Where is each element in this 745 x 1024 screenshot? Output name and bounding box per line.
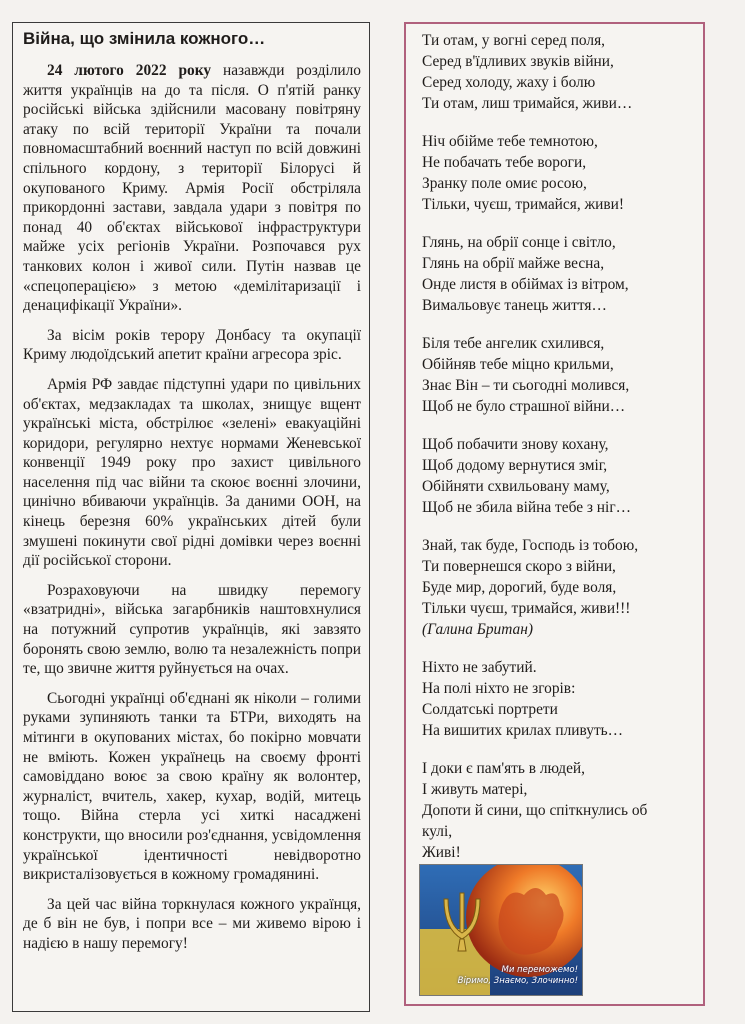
poem-galyna-brytan bbox=[422, 30, 697, 640]
poem-line: Ти повернешся скоро з війни, bbox=[422, 558, 616, 575]
poem-line: кулі, bbox=[422, 823, 453, 840]
poem-line: І живуть матері, bbox=[422, 781, 528, 798]
poem-line: Знає Він – ти сьогодні молився, bbox=[422, 377, 630, 394]
poem-line: Тільки чуєш, тримайся, живи!!! bbox=[422, 600, 631, 617]
poem-line: Щоб додому вернутися зміг, bbox=[422, 457, 608, 474]
poem-line: Онде листя в обіймах із вітром, bbox=[422, 276, 629, 293]
poem-stanza bbox=[422, 535, 697, 640]
poem-line: Зранку поле омиє росою, bbox=[422, 175, 587, 192]
poem-line: Серед холоду, жаху і болю bbox=[422, 74, 596, 91]
poems-box bbox=[404, 22, 705, 1006]
poem-line: Знай, так буде, Господь із тобою, bbox=[422, 537, 639, 554]
poster-slogan-line1: Ми переможемо! bbox=[501, 965, 578, 975]
poem-author: (Галина Британ) bbox=[422, 621, 534, 638]
poem-stanza bbox=[422, 657, 697, 741]
poem-line: Щоб не було страшної війни… bbox=[422, 398, 626, 415]
poem-stanza bbox=[422, 30, 697, 114]
victory-poster bbox=[419, 864, 583, 996]
poem-stanza bbox=[422, 131, 697, 215]
poem-stanza bbox=[422, 232, 697, 316]
poem-line: Глянь на обрії майже весна, bbox=[422, 255, 605, 272]
article-intro-text: назавжди розділило життя українців на до та після. О п'ятій ранку російські війська здійснили масовану повітряну атаку по всій території України та почали повномасштабний воєнний наступ по всій довжині спільного кордону, з території Білорусі й окупованого Криму. Армія Росії обстріляла прикордонні застави, завдала удари з повітря по понад 40 об'єктах військової інфраструктури майже усіх регіонів України. Розпочався рух танкових колон і живої сили. Путін назвав це «спецоперацією» з метою «демілітаризації і денацифікації України». bbox=[23, 62, 361, 315]
article-paragraph: Сьогодні українці об'єднані як ніколи – голими руками зупиняють танки та БТРи, виходять на мітинги в окупованих містах, бо покірно мовчати не вміють. Кожен українець на своєму фронті самовіддано воює за свою країну як волонтер, журналіст, вчитель, хакер, кухар, водій, митець тощо. Війна стерла усі хиткі насаджені конструкти, що вносили роз'єднання, усвідомлення української ідентичності невідворотно викристалізовується в кожному громадянині. bbox=[23, 689, 361, 884]
poem-line: Живі! bbox=[422, 844, 461, 861]
poem-line: Солдатські портрети bbox=[422, 701, 558, 718]
poem-line: Обійняв тебе міцно крильми, bbox=[422, 356, 614, 373]
poem-line: Ти отам, лиш тримайся, живи… bbox=[422, 95, 633, 112]
article-paragraph: Армія РФ завдає підступні удари по цивільних об'єктах, медзакладах та школах, знищує вщент українські міста, обстрілює «зелені» евакуаційні коридори, регулярно нехтує нормами Женевської конвенції 1949 року про захист цивільного населення під час війни та скоює воєнні злочини, цинічно вбиваючи українців. За даними ООН, на кінець березня 60% українських дітей були змушені покинути свої рідні домівки через воєнні дії російської сторони. bbox=[23, 375, 361, 570]
article-paragraph: Розраховуючи на швидку перемогу «взатридні», війська загарбників наштовхнулися на потужний супротив українців, які завзято боронять свою землю, волю та незалежність попри те, що звичне життя руйнується на очах. bbox=[23, 581, 361, 678]
poster-slogan bbox=[430, 965, 578, 987]
article-paragraph: За вісім років терору Донбасу та окупації Криму людоїдський апетит країни агресора зріс. bbox=[23, 326, 361, 364]
poem-line: Серед в'їдливих звуків війни, bbox=[422, 53, 614, 70]
poem-line: На вишитих крилах пливуть… bbox=[422, 722, 624, 739]
article-body bbox=[23, 61, 361, 964]
poem-stanza bbox=[422, 333, 697, 417]
article-title: Війна, що змінила кожного… bbox=[23, 29, 266, 48]
article-paragraph: За цей час війна торкнулася кожного українця, де б він не був, і попри все – ми живемо вірою і надією в нашу перемогу! bbox=[23, 895, 361, 952]
poem-line: Ніхто не забутий. bbox=[422, 659, 537, 676]
article-intro-paragraph bbox=[23, 61, 361, 316]
poem-line: Вимальовує танець життя… bbox=[422, 297, 607, 314]
article-date: 24 лютого 2022 року bbox=[47, 62, 212, 79]
poem-line: Щоб побачити знову кохану, bbox=[422, 436, 609, 453]
poem-line: Ніч обійме тебе темнотою, bbox=[422, 133, 598, 150]
poems-column bbox=[422, 30, 697, 901]
poem-line: Щоб не збила війна тебе з ніг… bbox=[422, 499, 632, 516]
poem-line: Біля тебе ангелик схилився, bbox=[422, 335, 605, 352]
article-box bbox=[12, 22, 370, 1012]
poem-line: На полі ніхто не згорів: bbox=[422, 680, 576, 697]
poem-line: Буде мир, дорогий, буде воля, bbox=[422, 579, 617, 596]
poem-line: Ти отам, у вогні серед поля, bbox=[422, 32, 606, 49]
poem-line: І доки є пам'ять в людей, bbox=[422, 760, 586, 777]
poster-slogan-line2: Віримо, Знаємо, Злочинно! bbox=[457, 976, 578, 986]
poem-line: Глянь, на обрії сонце і світло, bbox=[422, 234, 616, 251]
poem-borys-oliinyk bbox=[422, 657, 697, 884]
poem-line: Не побачать тебе вороги, bbox=[422, 154, 587, 171]
poem-line: Допоти й сини, що спіткнулись об bbox=[422, 802, 648, 819]
poem-line: Обійняти схвильовану маму, bbox=[422, 478, 610, 495]
poem-line: Тільки, чуєш, тримайся, живи! bbox=[422, 196, 625, 213]
poem-stanza bbox=[422, 434, 697, 518]
